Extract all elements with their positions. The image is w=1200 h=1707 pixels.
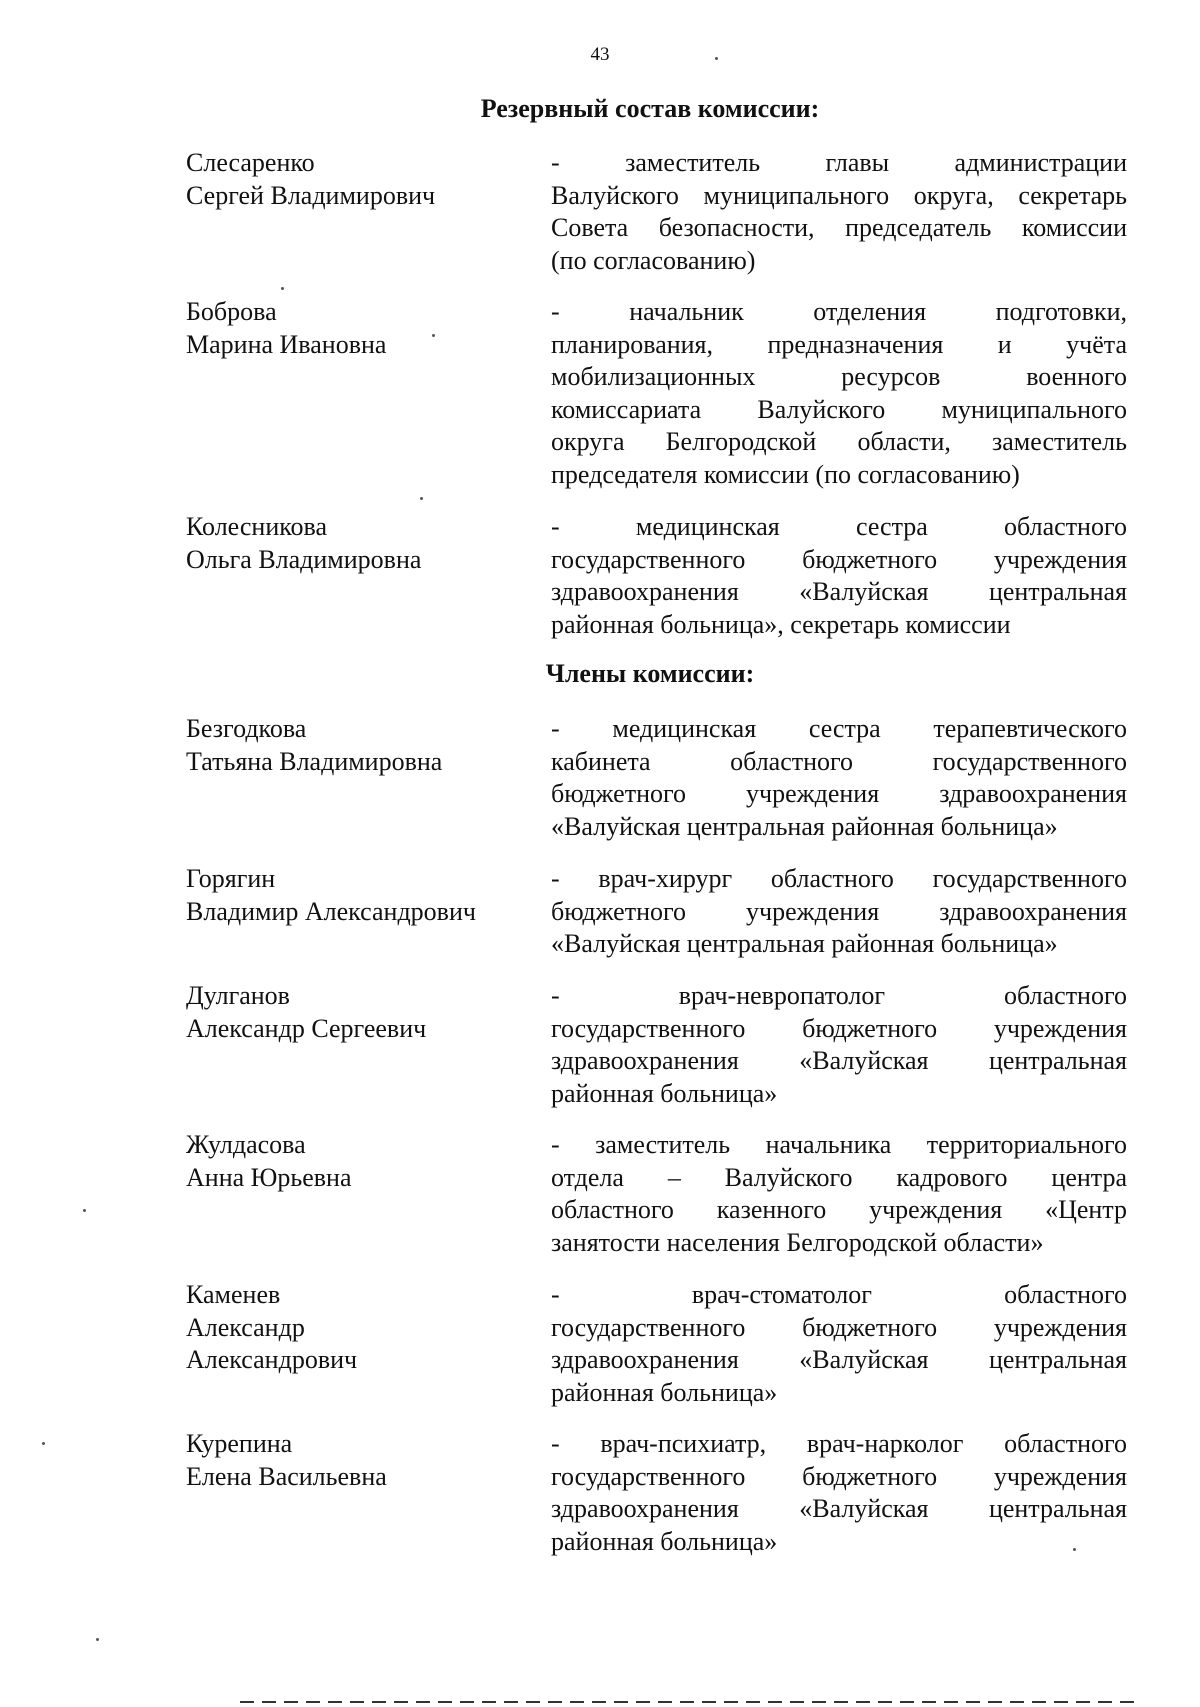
scan-speck	[96, 1638, 99, 1641]
member-role: - врач-стоматолог областного государственного бюджетного учреждения здравоохранения «Валуйская центральная районная больница»	[551, 1280, 1127, 1407]
scan-speck	[42, 1442, 45, 1445]
member-role: - медицинская сестра терапевтического кабинета областного государственного бюджетного учреждения здравоохранения «Валуйская центральная районная больница»	[551, 714, 1127, 841]
member-role: - врач-хирург областного государственного бюджетного учреждения здравоохранения «Валуйская центральная районная больница»	[551, 864, 1127, 958]
scan-speck	[83, 1209, 86, 1212]
member-role: - врач-невропатолог областного государственного бюджетного учреждения здравоохранения «Валуйская центральная районная больница»	[551, 981, 1127, 1108]
member-name: Слесаренко Сергей Владимирович	[186, 148, 436, 210]
member-role: - заместитель начальника территориального отдела – Валуйского кадрового центра областного казенного учреждения «Центр занятости населения Белгородской области»	[551, 1130, 1127, 1257]
member-role: - начальник отделения подготовки, планирования, предназначения и учёта мобилизационных ресурсов военного комиссариата Валуйского муниципального округа Белгородской области, заместитель председателя комиссии (по согласованию)	[551, 297, 1127, 489]
member-role: - заместитель главы администрации Валуйского муниципального округа, секретарь Совета безопасности, председатель комиссии (по согласованию)	[551, 148, 1127, 275]
member-name: Курепина Елена Васильевна	[186, 1429, 387, 1491]
member-name: Горягин Владимир Александрович	[186, 864, 476, 926]
scan-speck	[1073, 1548, 1076, 1551]
member-name: Жулдасова Анна Юрьевна	[186, 1130, 352, 1192]
reserve-heading: Резервный состав комиссии:	[480, 94, 820, 123]
member-role: - врач-психиатр, врач-нарколог областного государственного бюджетного учреждения здравоохранения «Валуйская центральная районная больница»	[551, 1429, 1127, 1556]
member-name: Безгодкова Татьяна Владимировна	[186, 714, 443, 776]
members-heading: Члены комиссии:	[545, 659, 755, 688]
page-number: 43	[590, 44, 610, 65]
scan-speck	[715, 57, 718, 60]
member-name: Дулганов Александр Сергеевич	[186, 981, 427, 1043]
scan-speck	[420, 497, 423, 500]
scan-speck	[281, 287, 284, 290]
scan-edge-line	[240, 1701, 1140, 1703]
member-name: Колесникова Ольга Владимировна	[186, 512, 422, 574]
member-name: Боброва Марина Ивановна	[186, 297, 387, 359]
member-name: Каменев Александр Александрович	[186, 1280, 358, 1374]
member-role: - медицинская сестра областного государственного бюджетного учреждения здравоохранения «Валуйская центральная районная больница», секретарь комиссии	[551, 512, 1127, 639]
scan-speck	[432, 334, 435, 337]
